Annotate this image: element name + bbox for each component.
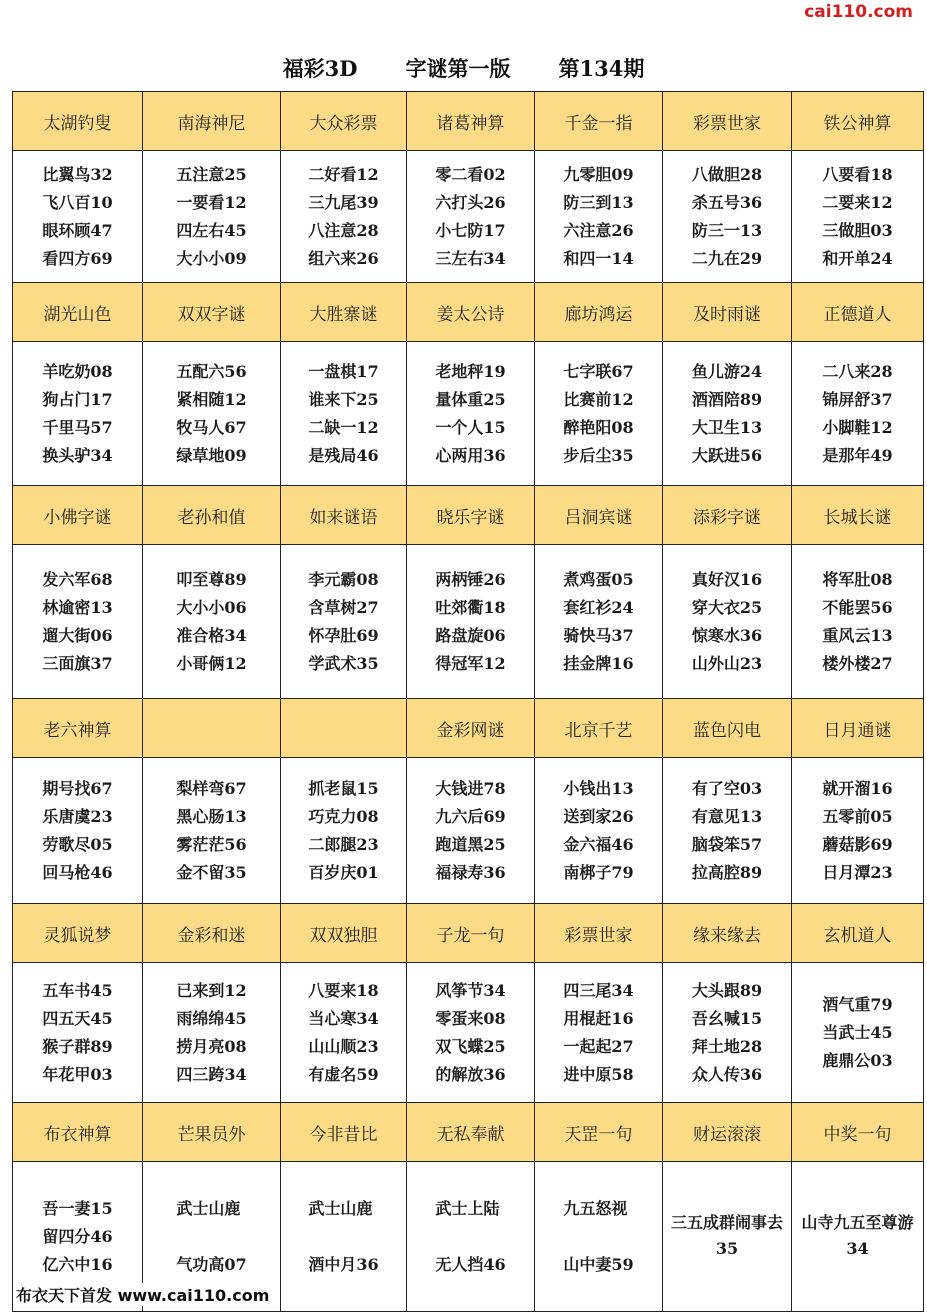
riddle-cell	[792, 1162, 924, 1312]
riddle-cell	[143, 758, 281, 904]
riddle-line: 三左右34	[435, 248, 506, 268]
expert-name: 财运滚滚	[663, 1103, 792, 1162]
riddle-line: 牧马人67	[176, 417, 247, 437]
riddle-line: 惊寒水36	[691, 625, 763, 645]
riddle-line: 九六后69	[435, 806, 506, 826]
riddle-line: 千里马57	[42, 417, 113, 437]
riddle-cell	[281, 342, 407, 486]
riddle-lines	[435, 358, 505, 470]
riddle-line: 六注意26	[563, 220, 634, 240]
riddle-line: 小脚鞋12	[822, 417, 893, 437]
riddle-line: 雨绵绵45	[176, 1008, 247, 1028]
riddle-line: 比翼鸟32	[42, 164, 113, 184]
riddle-line: 换头驴34	[42, 445, 113, 465]
header-row	[13, 1103, 924, 1162]
riddle-lines	[176, 566, 246, 678]
expert-name: 大众彩票	[281, 92, 407, 151]
riddle-lines	[822, 991, 892, 1075]
expert-name: 蓝色闪电	[663, 699, 792, 758]
riddle-line: 众人传36	[691, 1064, 763, 1084]
edition-name: 字谜第一版	[405, 56, 511, 81]
riddle-cell	[535, 545, 663, 699]
riddle-line: 量体重25	[435, 389, 506, 409]
riddle-line: 六打头26	[435, 192, 506, 212]
issue-number: 第134期	[558, 56, 645, 81]
riddle-line: 三面旗37	[42, 653, 113, 673]
riddle-lines	[42, 161, 112, 273]
riddle-line: 山山顺23	[308, 1036, 379, 1056]
riddle-line: 就开溜16	[822, 778, 893, 798]
riddle-lines	[692, 161, 762, 273]
riddle-cell	[13, 545, 143, 699]
riddle-line: 四左右45	[176, 220, 247, 240]
riddle-line: 南梆子79	[563, 862, 634, 882]
riddle-line: 不能罢56	[822, 597, 893, 617]
riddle-line: 拉高腔89	[691, 862, 763, 882]
expert-name: 天罡一句	[535, 1103, 663, 1162]
riddle-lines	[692, 566, 762, 678]
riddle-lines	[822, 566, 892, 678]
riddle-line: 穿大衣25	[691, 597, 763, 617]
riddle-lines	[435, 1195, 505, 1279]
riddle-line: 回马枪46	[42, 862, 113, 882]
riddle-cell	[663, 758, 792, 904]
riddle-line: 有了空03	[691, 778, 763, 798]
riddle-line: 大跃进56	[691, 445, 763, 465]
riddle-line: 怀孕肚69	[308, 625, 379, 645]
riddle-line: 五零前05	[822, 806, 893, 826]
riddle-line: 山中妻59	[563, 1254, 634, 1274]
riddle-line: 用棍赶16	[563, 1008, 634, 1028]
expert-name: 双双字谜	[143, 283, 281, 342]
riddle-line: 两柄锤26	[435, 569, 506, 589]
riddle-line: 含草树27	[308, 597, 379, 617]
riddle-line: 进中原58	[563, 1064, 634, 1084]
riddle-line: 发六军68	[42, 569, 113, 589]
riddle-line: 林逾密13	[42, 597, 113, 617]
expert-name: 千金一指	[535, 92, 663, 151]
expert-name: 北京千艺	[535, 699, 663, 758]
riddle-cell	[13, 963, 143, 1103]
riddle-line: 大卫生13	[691, 417, 763, 437]
riddle-cell	[535, 758, 663, 904]
expert-name: 廊坊鸿运	[535, 283, 663, 342]
riddle-lines	[308, 161, 378, 273]
riddle-line: 零二看02	[435, 164, 506, 184]
expert-name: 无私奉献	[407, 1103, 535, 1162]
riddle-cell	[281, 545, 407, 699]
riddle-line: 酒中月36	[308, 1254, 379, 1274]
riddle-lines	[792, 1210, 923, 1262]
riddle-cell	[143, 545, 281, 699]
riddle-line: 三九尾39	[308, 192, 379, 212]
riddle-line: 三做胆03	[822, 220, 893, 240]
riddle-line: 武士上陆	[435, 1198, 500, 1218]
riddle-cell	[663, 342, 792, 486]
riddle-cell	[407, 963, 535, 1103]
riddle-cell	[407, 342, 535, 486]
riddle-cell	[535, 1162, 663, 1312]
riddle-line: 一起起27	[563, 1036, 634, 1056]
riddle-lines	[563, 1195, 633, 1279]
riddle-line: 得冠军12	[435, 653, 506, 673]
riddle-cell	[281, 151, 407, 283]
riddle-line: 煮鸡蛋05	[563, 569, 634, 589]
riddle-lines	[563, 977, 633, 1089]
riddle-line: 二郎腿23	[308, 834, 379, 854]
riddle-row	[13, 758, 924, 904]
riddle-line: 二要来12	[822, 192, 893, 212]
riddle-lines	[42, 775, 112, 887]
riddle-line: 武士山鹿	[176, 1198, 241, 1218]
riddle-line: 杀五号36	[691, 192, 763, 212]
riddle-cell	[13, 342, 143, 486]
riddle-line: 看四方69	[42, 248, 113, 268]
expert-name: 双双独胆	[281, 904, 407, 963]
riddle-cell	[143, 342, 281, 486]
riddle-line: 风筝节34	[435, 980, 506, 1000]
riddle-cell	[13, 758, 143, 904]
riddle-line	[563, 1223, 633, 1251]
expert-name: 今非昔比	[281, 1103, 407, 1162]
riddle-line: 山寺九五至尊游34	[801, 1213, 914, 1258]
riddle-cell	[663, 1162, 792, 1312]
riddle-line: 四三尾34	[563, 980, 634, 1000]
riddle-line: 酒气重79	[822, 994, 893, 1014]
riddle-lines	[176, 977, 246, 1089]
riddle-line: 四五天45	[42, 1008, 113, 1028]
riddle-line: 已来到12	[176, 980, 247, 1000]
riddle-line: 送到家26	[563, 806, 634, 826]
riddle-line: 醉艳阳08	[563, 417, 634, 437]
riddle-table	[12, 91, 924, 1312]
riddle-line: 大头跟89	[691, 980, 763, 1000]
page-title	[0, 48, 927, 88]
site-logo: cai110.com	[804, 2, 913, 22]
riddle-lines	[822, 775, 892, 887]
riddle-line: 是残局46	[308, 445, 379, 465]
expert-name: 及时雨谜	[663, 283, 792, 342]
expert-name: 吕洞宾谜	[535, 486, 663, 545]
riddle-lines	[563, 775, 633, 887]
riddle-line: 准合格34	[176, 625, 247, 645]
header-row	[13, 486, 924, 545]
riddle-line: 八做胆28	[691, 164, 763, 184]
riddle-line: 的解放36	[435, 1064, 506, 1084]
riddle-line: 狗占门17	[42, 389, 113, 409]
riddle-lines	[308, 566, 378, 678]
riddle-line: 八要来18	[308, 980, 379, 1000]
riddle-line: 挂金牌16	[563, 653, 634, 673]
riddle-line: 亿六中16	[42, 1254, 113, 1274]
riddle-line: 期号找67	[42, 778, 113, 798]
expert-name: 太湖钓叟	[13, 92, 143, 151]
expert-name: 子龙一句	[407, 904, 535, 963]
riddle-line: 鹿鼎公03	[822, 1050, 893, 1070]
riddle-line: 学武术35	[308, 653, 379, 673]
riddle-line: 乐唐虞23	[42, 806, 113, 826]
riddle-line: 是那年49	[822, 445, 893, 465]
expert-name: 金彩和迷	[143, 904, 281, 963]
riddle-lines	[822, 358, 892, 470]
riddle-lines	[308, 775, 378, 887]
expert-name: 南海神尼	[143, 92, 281, 151]
riddle-lines	[435, 977, 505, 1089]
riddle-line: 小哥俩12	[176, 653, 247, 673]
riddle-lines	[563, 358, 633, 470]
riddle-lines	[822, 161, 892, 273]
riddle-line: 五车书45	[42, 980, 113, 1000]
expert-name: 玄机道人	[792, 904, 924, 963]
riddle-cell	[143, 151, 281, 283]
riddle-line: 大小小09	[176, 248, 247, 268]
riddle-line: 二九在29	[691, 248, 763, 268]
riddle-line: 二好看12	[308, 164, 379, 184]
riddle-line: 一要看12	[176, 192, 247, 212]
riddle-line: 跑道黑25	[435, 834, 506, 854]
riddle-line: 蘑菇影69	[822, 834, 893, 854]
riddle-line: 小钱出13	[563, 778, 634, 798]
header-row	[13, 92, 924, 151]
riddle-line: 真好汉16	[691, 569, 763, 589]
riddle-lines	[435, 775, 505, 887]
riddle-lines	[692, 775, 762, 887]
riddle-cell	[792, 545, 924, 699]
riddle-cell	[13, 151, 143, 283]
riddle-lines	[563, 161, 633, 273]
riddle-line: 一个人15	[435, 417, 506, 437]
riddle-line: 紧相随12	[176, 389, 247, 409]
riddle-line: 当武士45	[822, 1022, 893, 1042]
expert-name: 金彩网谜	[407, 699, 535, 758]
expert-name: 中奖一句	[792, 1103, 924, 1162]
riddle-lines	[176, 358, 246, 470]
expert-name: 姜太公诗	[407, 283, 535, 342]
riddle-line: 有意见13	[691, 806, 763, 826]
header-row	[13, 699, 924, 758]
riddle-line: 谁来下25	[308, 389, 379, 409]
riddle-line: 大小小06	[176, 597, 247, 617]
riddle-line: 当心寒34	[308, 1008, 379, 1028]
riddle-line: 将军肚08	[822, 569, 893, 589]
riddle-row	[13, 151, 924, 283]
expert-name: 日月通谜	[792, 699, 924, 758]
riddle-line: 八要看18	[822, 164, 893, 184]
expert-name: 长城长谜	[792, 486, 924, 545]
riddle-line: 劳歌尽05	[42, 834, 113, 854]
riddle-cell	[281, 963, 407, 1103]
header-row	[13, 283, 924, 342]
riddle-line: 八注意28	[308, 220, 379, 240]
expert-name: 缘来缘去	[663, 904, 792, 963]
expert-name: 晓乐字谜	[407, 486, 535, 545]
riddle-line: 零蛋来08	[435, 1008, 506, 1028]
riddle-line: 防三一13	[691, 220, 763, 240]
expert-name: 诸葛神算	[407, 92, 535, 151]
riddle-line: 福禄寿36	[435, 862, 506, 882]
riddle-row	[13, 545, 924, 699]
riddle-line: 百岁庆01	[308, 862, 379, 882]
riddle-line	[176, 1223, 246, 1251]
expert-name: 如来谜语	[281, 486, 407, 545]
riddle-lines	[42, 977, 112, 1089]
riddle-line: 绿草地09	[176, 445, 247, 465]
expert-name: 大胜寨谜	[281, 283, 407, 342]
riddle-line: 五注意25	[176, 164, 247, 184]
riddle-row	[13, 342, 924, 486]
riddle-line: 锦屏舒37	[822, 389, 893, 409]
riddle-line: 楼外楼27	[822, 653, 893, 673]
riddle-cell	[535, 342, 663, 486]
riddle-line: 眼环顾47	[42, 220, 113, 240]
riddle-line: 一盘棋17	[308, 361, 379, 381]
expert-name: 彩票世家	[663, 92, 792, 151]
riddle-line: 步后尘35	[563, 445, 634, 465]
riddle-cell	[281, 1162, 407, 1312]
riddle-line: 无人挡46	[435, 1254, 506, 1274]
riddle-cell	[792, 963, 924, 1103]
riddle-line: 大钱进78	[435, 778, 506, 798]
expert-name: 彩票世家	[535, 904, 663, 963]
riddle-line: 套红衫24	[563, 597, 634, 617]
riddle-line: 四三跨34	[176, 1064, 247, 1084]
riddle-line: 和四一14	[563, 248, 634, 268]
riddle-cell	[407, 545, 535, 699]
riddle-cell	[792, 151, 924, 283]
riddle-line: 黑心肠13	[176, 806, 247, 826]
riddle-line: 山外山23	[691, 653, 763, 673]
lottery-name: 福彩3D	[282, 56, 358, 81]
riddle-line: 有虚名59	[308, 1064, 379, 1084]
expert-name: 老孙和值	[143, 486, 281, 545]
riddle-line: 九五怒视	[563, 1198, 628, 1218]
riddle-lines	[42, 1195, 112, 1279]
expert-name: 布衣神算	[13, 1103, 143, 1162]
riddle-line: 组六来26	[308, 248, 379, 268]
riddle-lines	[692, 358, 762, 470]
riddle-lines	[308, 358, 378, 470]
riddle-line: 飞八百10	[42, 192, 113, 212]
riddle-line: 留四分46	[42, 1226, 113, 1246]
riddle-line: 李元霸08	[308, 569, 379, 589]
riddle-line: 金不留35	[176, 862, 247, 882]
riddle-line: 重风云13	[822, 625, 893, 645]
expert-name: 铁公神算	[792, 92, 924, 151]
riddle-line	[435, 1223, 505, 1251]
riddle-line: 老地秤19	[435, 361, 506, 381]
riddle-cell	[535, 963, 663, 1103]
riddle-cell	[663, 545, 792, 699]
expert-name: 湖光山色	[13, 283, 143, 342]
riddle-line: 双飞蝶25	[435, 1036, 506, 1056]
riddle-cell	[407, 151, 535, 283]
expert-name	[143, 699, 281, 758]
riddle-lines	[176, 1195, 246, 1279]
riddle-line: 二八来28	[822, 361, 893, 381]
riddle-line: 骑快马37	[563, 625, 634, 645]
riddle-lines	[308, 1195, 378, 1279]
riddle-line: 九零胆09	[563, 164, 634, 184]
riddle-line: 抓老鼠15	[308, 778, 379, 798]
riddle-line: 吾一妻15	[42, 1198, 113, 1218]
riddle-line: 猴子群89	[42, 1036, 113, 1056]
expert-name: 正德道人	[792, 283, 924, 342]
riddle-line: 羊吃奶08	[42, 361, 113, 381]
riddle-line: 金六福46	[563, 834, 634, 854]
riddle-cell	[663, 963, 792, 1103]
riddle-lines	[42, 566, 112, 678]
expert-name: 添彩字谜	[663, 486, 792, 545]
riddle-lines	[663, 1210, 791, 1262]
riddle-cell	[281, 758, 407, 904]
expert-name: 灵狐说梦	[13, 904, 143, 963]
riddle-line: 武士山鹿	[308, 1198, 373, 1218]
riddle-line: 路盘旋06	[435, 625, 506, 645]
riddle-line: 捞月亮08	[176, 1036, 247, 1056]
expert-name	[281, 699, 407, 758]
riddle-line: 雾茫茫56	[176, 834, 247, 854]
riddle-line: 吾幺喊15	[691, 1008, 763, 1028]
riddle-line: 七字联67	[563, 361, 634, 381]
riddle-line: 酒酒陪89	[691, 389, 763, 409]
riddle-line: 鱼儿游24	[691, 361, 763, 381]
riddle-line: 年花甲03	[42, 1064, 113, 1084]
riddle-lines	[42, 358, 112, 470]
riddle-line: 三五成群闹事去35	[670, 1213, 783, 1258]
riddle-line: 遛大街06	[42, 625, 113, 645]
riddle-cell	[663, 151, 792, 283]
riddle-line: 梨样弯67	[176, 778, 247, 798]
riddle-line: 巧克力08	[308, 806, 379, 826]
riddle-line: 二缺一12	[308, 417, 379, 437]
footer-credit: 布衣天下首发 www.cai110.com	[16, 1283, 277, 1306]
riddle-line: 脑袋笨57	[691, 834, 763, 854]
expert-name: 老六神算	[13, 699, 143, 758]
riddle-cell	[792, 342, 924, 486]
riddle-lines	[308, 977, 378, 1089]
riddle-line: 吐郊衢18	[435, 597, 506, 617]
riddle-cell	[535, 151, 663, 283]
riddle-line: 五配六56	[176, 361, 247, 381]
riddle-lines	[435, 566, 505, 678]
expert-name: 小佛字谜	[13, 486, 143, 545]
riddle-lines	[176, 775, 246, 887]
riddle-line	[308, 1223, 378, 1251]
riddle-cell	[407, 758, 535, 904]
riddle-line: 日月潭23	[822, 862, 893, 882]
riddle-line: 和开单24	[822, 248, 893, 268]
expert-name: 芒果员外	[143, 1103, 281, 1162]
riddle-lines	[435, 161, 505, 273]
riddle-line: 叩至尊89	[176, 569, 247, 589]
riddle-lines	[563, 566, 633, 678]
riddle-cell	[792, 758, 924, 904]
riddle-line: 小七防17	[435, 220, 506, 240]
riddle-line: 气功高07	[176, 1254, 247, 1274]
riddle-line: 拜土地28	[691, 1036, 763, 1056]
riddle-cell	[143, 963, 281, 1103]
riddle-lines	[692, 977, 762, 1089]
header-row	[13, 904, 924, 963]
riddle-line: 心两用36	[435, 445, 506, 465]
riddle-lines	[176, 161, 246, 273]
riddle-row	[13, 963, 924, 1103]
riddle-line: 比赛前12	[563, 389, 634, 409]
riddle-cell	[407, 1162, 535, 1312]
riddle-line: 防三到13	[563, 192, 634, 212]
